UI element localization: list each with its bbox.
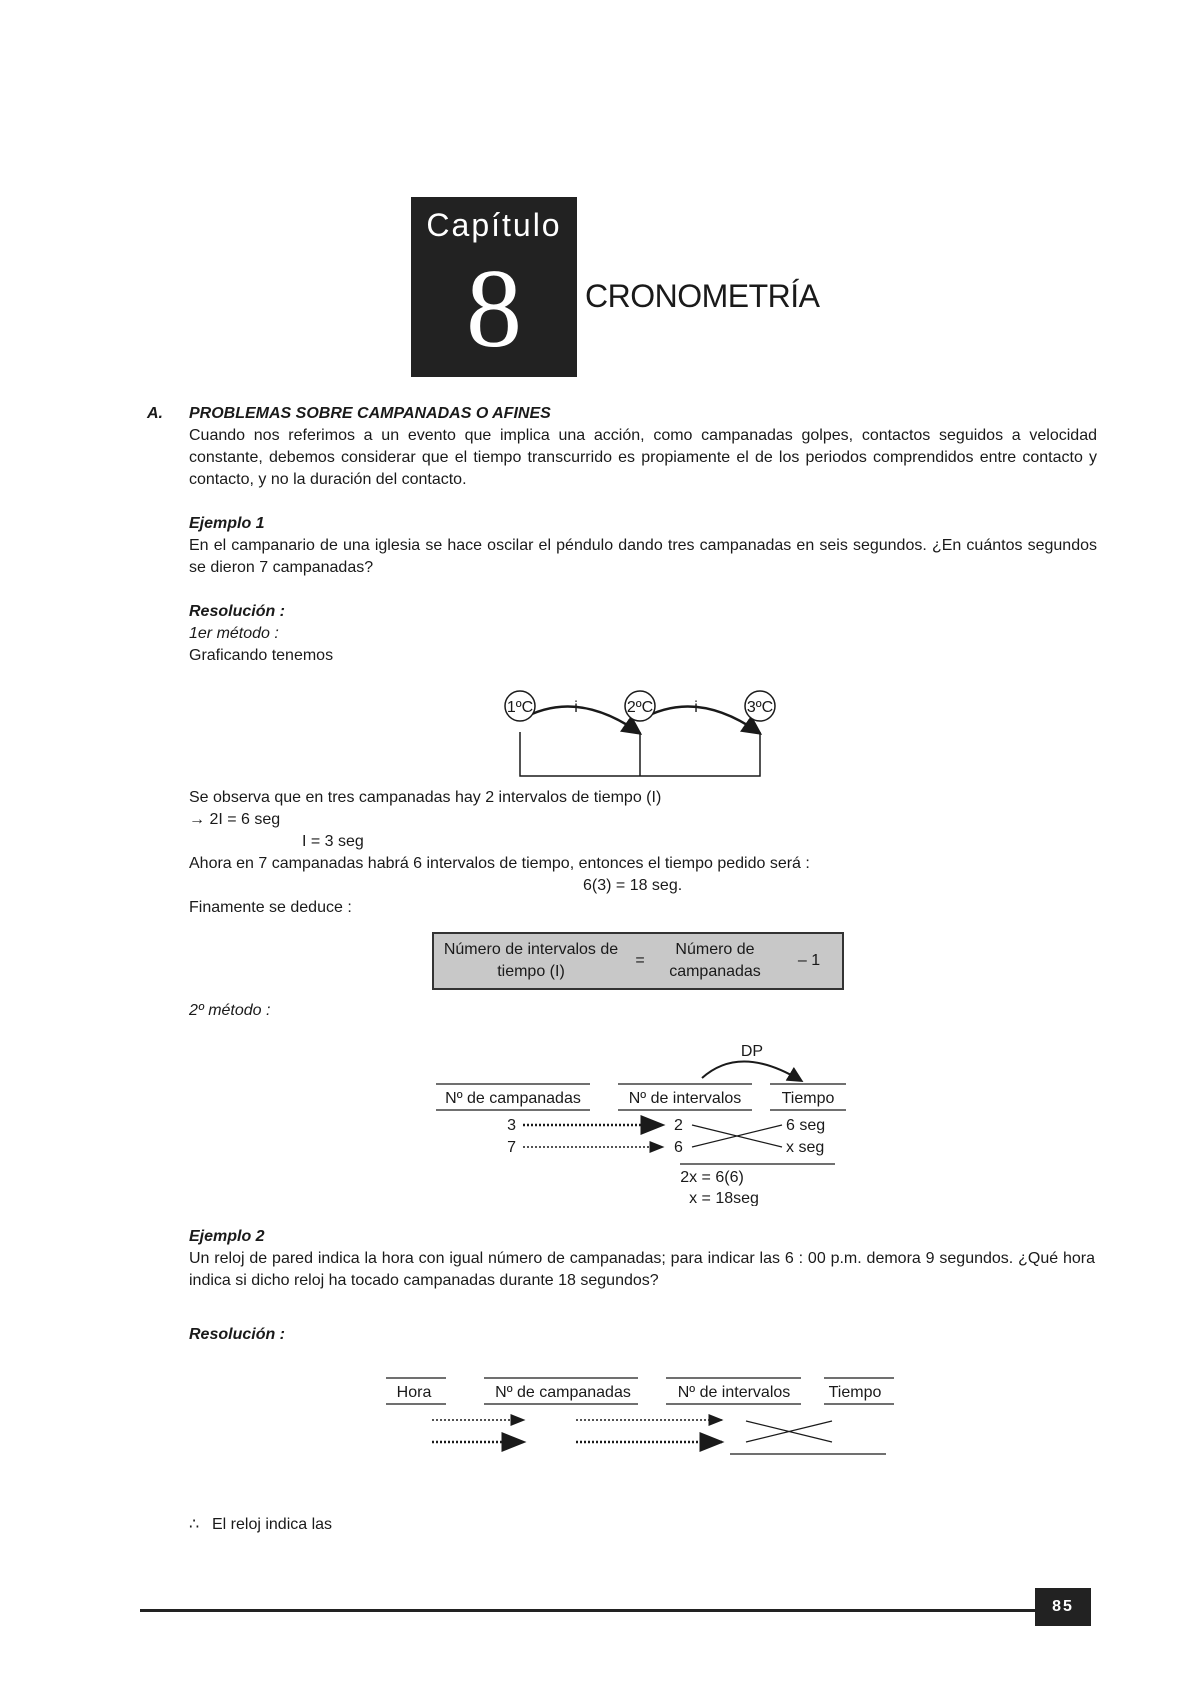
header-tiempo: Tiempo [781,1090,835,1107]
example2-conclusion: El reloj indica las [212,1516,333,1533]
formula-equals: = [635,952,645,969]
proportion-table-1 [430,1036,850,1206]
header-intervalos: Nº de intervalos [628,1090,742,1107]
section-heading: PROBLEMAS SOBRE CAMPANADAS O AFINES [189,405,551,422]
footer-rule [140,1609,1040,1612]
dp-label: DP [740,1043,764,1060]
page-number: 85 [1035,1588,1091,1626]
observation: Se observa que en tres campanadas hay 2 intervalos de tiempo (I) [189,789,662,806]
example1-resolution-label: Resolución : [189,603,286,620]
bell-baseline [520,732,760,776]
formula-right: Número de campanadas [669,941,761,980]
ex2-header-campanadas: Nº de campanadas [495,1384,631,1401]
row1-intervals: 2 [674,1117,683,1134]
formula-minus-one: – 1 [797,952,821,969]
row1-bells: 3 [507,1117,516,1134]
proportion-table-2 [380,1366,900,1462]
step-i: I = 3 seg [302,833,364,850]
ex2-header-hora: Hora [396,1384,432,1401]
deduce-label: Finamente se deduce : [189,899,352,916]
graph-intro: Graficando tenemos [189,647,334,664]
row2-time: x seg [786,1139,825,1156]
row2-intervals: 6 [674,1139,683,1156]
example2-resolution-label: Resolución : [189,1326,286,1343]
chapter-number: 8 [466,247,522,371]
bell-label-2: 2ºC [626,699,654,716]
interval-label-1: i [574,699,578,716]
method1-label: 1er método : [189,625,279,642]
row1-time: 6 seg [786,1117,826,1134]
calc-line-2: x = 18seg [689,1190,759,1206]
formula-left: Número de intervalos de tiempo (I) [443,941,619,980]
example1-statement: En el campanario de una iglesia se hace oscilar el péndulo dando tres campanadas en seis segundos. ¿En cuántos segundos se dieron 7 campanadas? [189,537,1097,576]
ex2-header-tiempo: Tiempo [828,1384,882,1401]
example2-title: Ejemplo 2 [189,1228,265,1245]
step-2i: → 2I = 6 seg [189,811,281,828]
example1-title: Ejemplo 1 [189,515,265,532]
example2-statement: Un reloj de pared indica la hora con igual número de campanadas; para indicar las 6 : 00 p.m. demora 9 segundos. ¿Qué hora indica si dicho reloj ha tocado campanadas durante 18 segundos? [189,1250,1095,1289]
section-letter: A. [147,405,163,422]
interval-arrow-1 [520,707,638,732]
row2-bells: 7 [507,1139,516,1156]
step-seven-bells: Ahora en 7 campanadas habrá 6 intervalos de tiempo, entonces el tiempo pedido será : [189,855,810,872]
bell-label-3: 3ºC [746,699,774,716]
chapter-box [411,197,577,377]
formula-box [432,932,844,990]
interval-label-2: i [694,699,698,716]
therefore-symbol: ∴ [189,1516,200,1533]
bell-label-1: 1ºC [506,699,534,716]
interval-arrow-2 [640,707,758,732]
ex2-header-intervalos: Nº de intervalos [677,1384,791,1401]
chapter-title: CRONOMETRÍA [585,278,820,314]
method2-label: 2º método : [189,1002,271,1019]
step-result: 6(3) = 18 seg. [583,877,683,894]
chapter-word: Capítulo [426,207,562,243]
bell-interval-diagram [490,684,780,780]
calc-line-1: 2x = 6(6) [680,1169,744,1186]
header-campanadas: Nº de campanadas [445,1090,581,1107]
section-intro: Cuando nos referimos a un evento que implica una acción, como campanadas golpes, contactos seguidos a velocidad constante, debemos considerar que el tiempo transcurrido es propiamente el de los periodos comprendidos entre contacto y contacto, y no la duración del contacto. [189,427,1097,488]
dp-arrow [702,1061,800,1080]
